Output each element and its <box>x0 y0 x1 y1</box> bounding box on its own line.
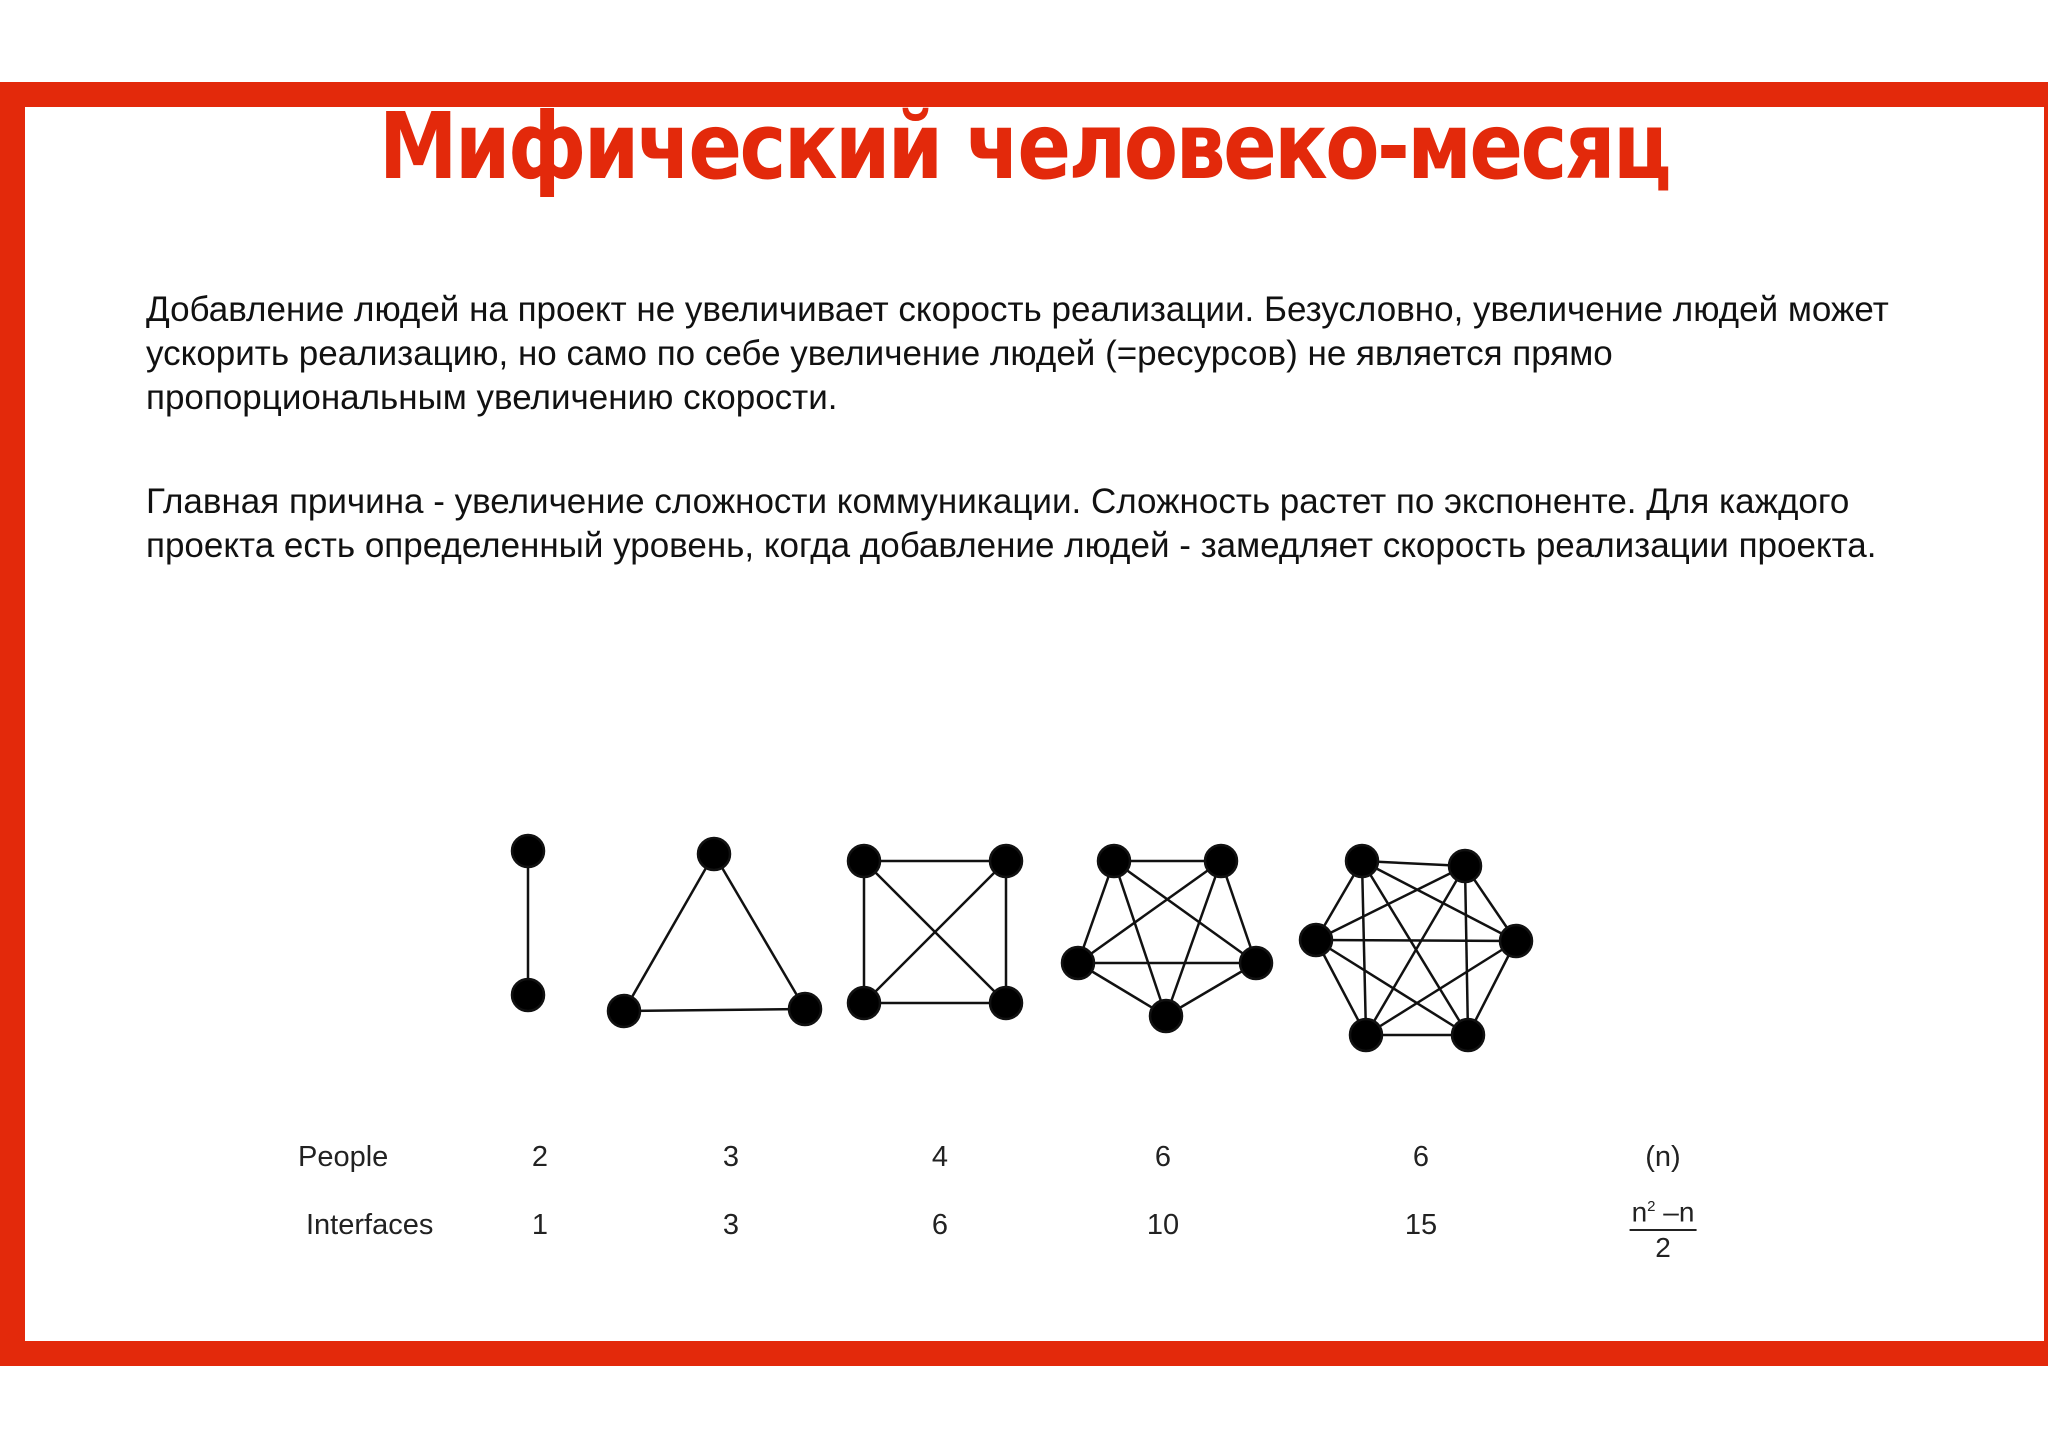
people-value: 6 <box>1154 1141 1172 1173</box>
formula-numerator <box>1630 1192 1697 1231</box>
formula-base: n <box>1631 1196 1648 1228</box>
interfaces-value: 15 <box>1404 1209 1438 1241</box>
people-row-label: People <box>298 1141 389 1173</box>
paragraph-reason: Главная причина - увеличение сложности коммуникации. Сложность растет по экспоненте. Для каждого проекта есть определенный уровень, когда добавление людей - замедляет скорость реализации проекта. <box>146 482 1877 565</box>
people-value: (n) <box>1645 1141 1681 1173</box>
interfaces-value: 1 <box>531 1209 549 1241</box>
people-value: 6 <box>1412 1141 1430 1173</box>
people-value: 3 <box>722 1141 740 1173</box>
interfaces-value: 10 <box>1146 1209 1180 1241</box>
interfaces-value: 3 <box>722 1209 740 1241</box>
formula-denominator: 2 <box>1655 1232 1671 1264</box>
people-value: 2 <box>531 1141 549 1173</box>
interfaces-formula <box>1630 1192 1697 1263</box>
formula-exponent: 2 <box>1647 1198 1656 1215</box>
slide-title: Мифический человеко-месяц <box>378 93 1670 200</box>
interfaces-row-label: Interfaces <box>306 1209 434 1241</box>
formula-rest: –n <box>1655 1196 1695 1228</box>
interfaces-value: 6 <box>931 1209 949 1241</box>
people-value: 4 <box>931 1141 949 1173</box>
paragraph-intro: Добавление людей на проект не увеличивает скорость реализации. Безусловно, увеличение людей может ускорить реализацию, но само по себе увеличение людей (=ресурсов) не является прямо пропорциональным увеличению скорости. <box>146 290 1889 417</box>
